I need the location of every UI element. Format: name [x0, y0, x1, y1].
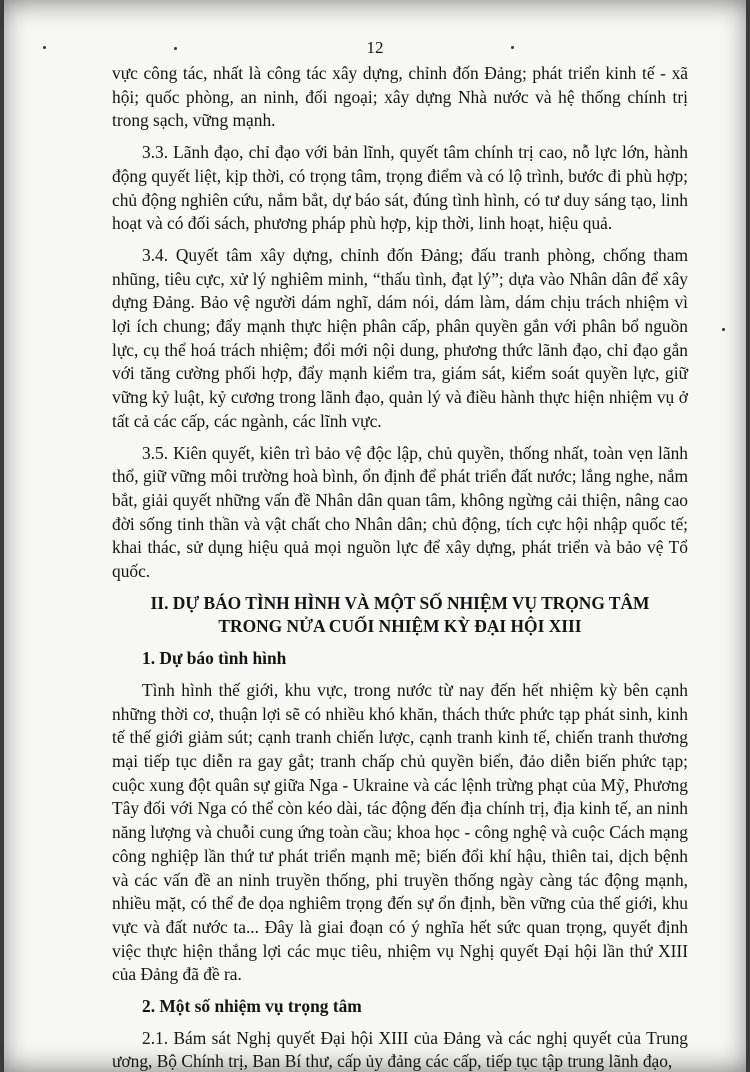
subheading-forecast: 1. Dự báo tình hình — [142, 648, 287, 669]
section-heading — [112, 592, 688, 639]
paragraph-continuation: vực công tác, nhất là công tác xây dựng, chỉnh đốn Đảng; phát triển kinh tế - xã hội; quốc phòng, an ninh, đối ngoại; xây dựng Nhà nước và hệ thống chính trị trong sạch, vững mạnh. — [112, 63, 688, 131]
paragraph-3-3: 3.3. Lãnh đạo, chỉ đạo với bản lĩnh, quyết tâm chính trị cao, nỗ lực lớn, hành động quyết liệt, kịp thời, có trọng tâm, trọng điểm và có lộ trình, bước đi phù hợp; chủ động nghiên cứu, nắm bắt, dự báo sát, đúng tình hình, có tư duy sáng tạo, linh hoạt và có đối sách, phương pháp phù hợp, kịp thời, linh hoạt, hiệu quả. — [112, 142, 688, 234]
paragraph-2-1: 2.1. Bám sát Nghị quyết Đại hội XIII của Đảng và các nghị quyết của Trung ương, Bộ Chính trị, Ban Bí thư, cấp ủy đảng các cấp, tiếp tục tập trung lãnh đạo, — [112, 1027, 688, 1072]
page-number: 12 — [366, 38, 384, 57]
paragraph-3-5: 3.5. Kiên quyết, kiên trì bảo vệ độc lập, chủ quyền, thống nhất, toàn vẹn lãnh thổ, giữ vững môi trường hoà bình, ổn định để phát triển đất nước; lắng nghe, nắm bắt, giải quyết những vấn đề Nhân dân quan tâm, không ngừng cải thiện, nâng cao đời sống tinh thần và vật chất cho Nhân dân; chủ động, tích cực hội nhập quốc tế; khai thác, sử dụng hiệu quả mọi nguồn lực để xây dựng, phát triển và bảo vệ Tổ quốc. — [112, 442, 688, 582]
scan-edge-left — [0, 0, 4, 1072]
scan-speck — [722, 328, 725, 331]
document-body — [112, 62, 688, 1072]
section-heading-line-1: II. DỰ BÁO TÌNH HÌNH VÀ MỘT SỐ NHIỆM VỤ TRỌNG TÂM — [150, 592, 650, 613]
subheading-key-tasks: 2. Một số nhiệm vụ trọng tâm — [142, 996, 362, 1017]
paragraph-3-4: 3.4. Quyết tâm xây dựng, chỉnh đốn Đảng; đấu tranh phòng, chống tham nhũng, tiêu cực, xử lý nghiêm minh, “thấu tình, đạt lý”; dựa vào Nhân dân để xây dựng Đảng. Bảo vệ người dám nghĩ, dám nói, dám làm, dám chịu trách nhiệm vì lợi ích chung; đẩy mạnh thực hiện phân cấp, phân quyền gắn với phân bổ nguồn lực, cụ thể hoá trách nhiệm; đổi mới nội dung, phương thức lãnh đạo, chỉ đạo gắn với tăng cường phối hợp, đẩy mạnh kiểm tra, giám sát, kiểm soát quyền lực, giữ vững kỷ luật, kỷ cương trong lãnh đạo, quản lý và điều hành thực hiện nhiệm vụ ở tất cả các cấp, các ngành, các lĩnh vực. — [112, 244, 688, 431]
scan-edge-right — [746, 0, 750, 1072]
paragraph-forecast: Tình hình thế giới, khu vực, trong nước từ nay đến hết nhiệm kỳ bên cạnh những thời cơ, thuận lợi sẽ có nhiều khó khăn, thách thức phức tạp phát sinh, kinh tế thế giới giảm sút; cạnh tranh chiến lược, cạnh tranh kinh tế, chiến tranh thương mại tiếp tục diễn ra gay gắt; tranh chấp chủ quyền biển, đảo diễn biến phức tạp; cuộc xung đột quân sự giữa Nga - Ukraine và các lệnh trừng phạt của Mỹ, Phương Tây đối với Nga có thể còn kéo dài, tác động đến địa chính trị, địa kinh tế, an ninh năng lượng và chuỗi cung ứng toàn cầu; khoa học - công nghệ và cuộc Cách mạng công nghiệp lần thứ tư phát triển mạnh mẽ; biến đổi khí hậu, thiên tai, dịch bệnh và các vấn đề an ninh truyền thống, phi truyền thống ngày càng tác động mạnh, nhiều mặt, có thể đe dọa nghiêm trọng đến sự ổn định, bền vững của thế giới, khu vực và đất nước ta... Đây là giai đoạn có ý nghĩa hết sức quan trọng, quyết định việc thực hiện thắng lợi các mục tiêu, nhiệm vụ Nghị quyết Đại hội lần thứ XIII của Đảng đã đề ra. — [112, 679, 688, 985]
section-heading-line-2: TRONG NỬA CUỐI NHIỆM KỲ ĐẠI HỘI XIII — [218, 616, 582, 637]
